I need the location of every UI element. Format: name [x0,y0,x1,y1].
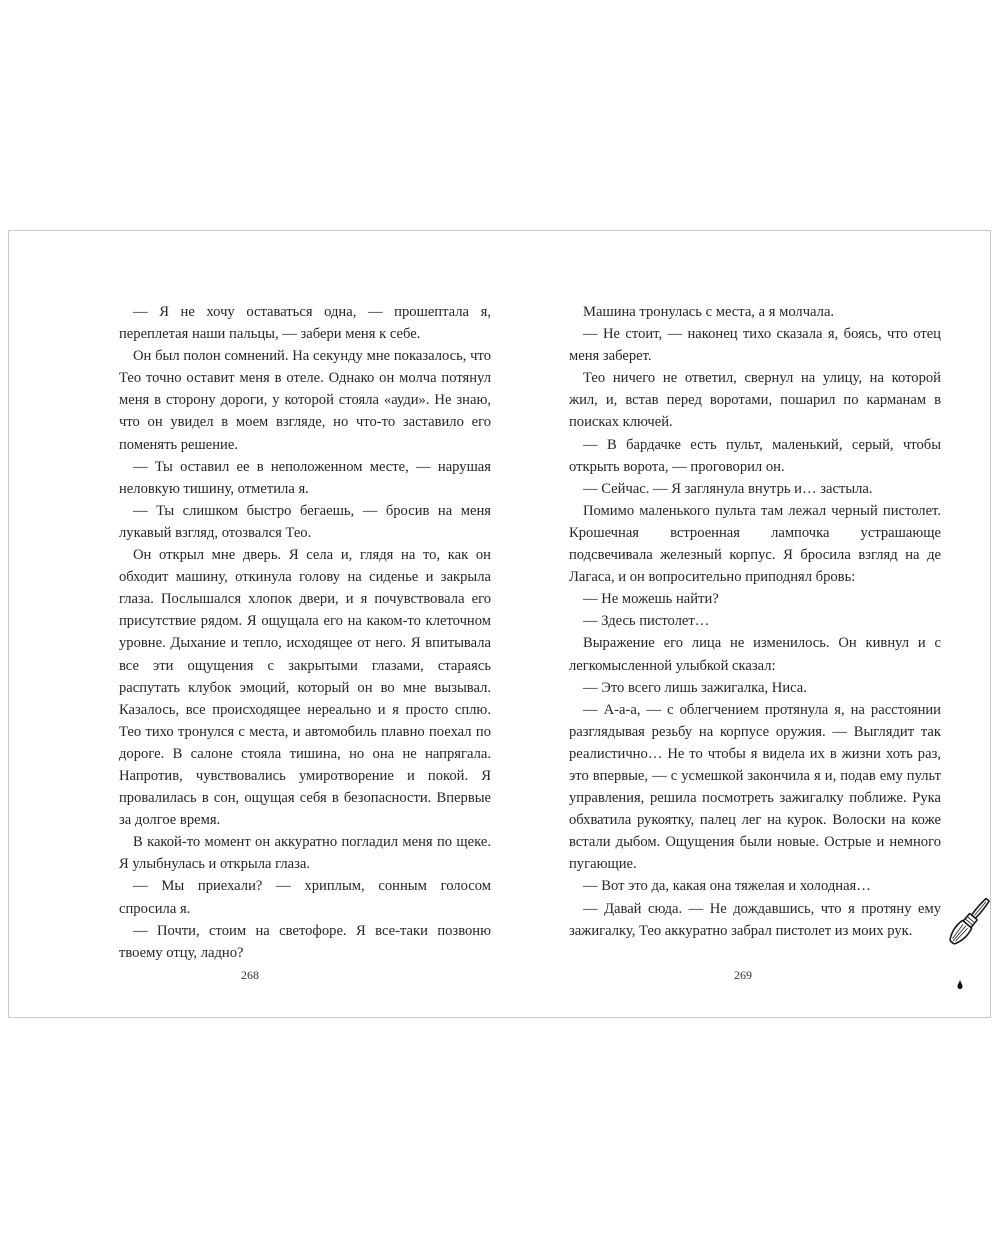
paragraph: Помимо маленького пульта там лежал черный пистолет. Крошечная встроенная лампочка устрашающе подсвечивала железный корпус. Я бросила взгляд на де Лагаса, и он вопросительно приподнял бровь: [569,502,941,586]
paragraph: — А-а-а, — с облегчением протянула я, на расстоянии разглядывая резьбу на корпусе оружия. — Выглядит так реалистично… Не то чтобы я видела их в жизни хоть раз, это впервые, — с усмешкой закончила я и, подав ему пульт управления, решила посмотреть зажигалку поближе. Рука обхватила рукоятку, палец лег на курок. Волоски на коже встали дыбом. Ощущения были новые. Острые и немного пугающие. [569,701,941,873]
paragraph: — Не можешь найти? [583,591,719,608]
paintbrush-icon [947,891,991,953]
paragraph: — Я не хочу оставаться одна, — прошептала я, переплетая наши пальцы, — забери меня к себе. [119,304,491,343]
paragraph: — Давай сюда. — Не дождавшись, что я протяну ему зажигалку, Тео аккуратно забрал пистолет из моих рук. [569,900,941,939]
left-page [119,301,491,964]
paragraph: — Не стоит, — наконец тихо сказала я, боясь, что отец меня заберет. [569,326,941,365]
page-number-left: 268 [241,968,259,982]
paragraph: — Здесь пистолет… [583,613,710,630]
paragraph: — Ты слишком быстро бегаешь, — бросив на меня лукавый взгляд, отозвался Тео. [119,502,491,541]
right-page [569,301,941,942]
paragraph: — Почти, стоим на светофоре. Я все-таки позвоню твоему отцу, ладно? [119,922,491,961]
paragraph: — Вот это да, какая она тяжелая и холодная… [583,878,871,895]
paragraph: В какой-то момент он аккуратно погладил меня по щеке. Я улыбнулась и открыла глаза. [119,834,491,873]
paragraph: Тео ничего не ответил, свернул на улицу, на которой жил, и, встав перед воротами, пошарил по карманам в поисках ключей. [569,370,941,431]
paragraph: — В бардачке есть пульт, маленький, серый, чтобы открыть ворота, — проговорил он. [569,436,941,475]
paragraph: Выражение его лица не изменилось. Он кивнул и с легкомысленной улыбкой сказал: [569,635,941,674]
paragraph: Он открыл мне дверь. Я села и, глядя на то, как он обходит машину, откинула голову на сиденье и закрыла глаза. Послышался хлопок двери, и я почувствовала его присутствие рядом. Я ощущала его на каком-то клеточном уровне. Дыхание и тепло, исходящее от него. Я впитывала все эти ощущения с закрытыми глазами, стараясь распутать клубок эмоций, который он во мне вызывал. Казалось, все происходящее нереально и я просто сплю. Тео тихо тронулся с места, и автомобиль плавно поехал по дороге. В салоне стояла тишина, но она не напрягала. Напротив, чувствовались умиротворение и покой. Я провалилась в сон, ощущая себя в безопасности. Впервые за долгое время. [119,547,491,829]
book-spread [8,230,991,1018]
paragraph: Он был полон сомнений. На секунду мне показалось, что Тео точно оставит меня в отеле. Однако он молча потянул меня в сторону дороги, у которой стояла «ауди». Не знаю, что он увидел в моем взгляде, но что-то заставило его поменять решение. [119,348,491,453]
paragraph: Машина тронулась с места, а я молчала. [583,304,835,320]
paragraph: — Это всего лишь зажигалка, Ниса. [583,679,807,696]
paragraph: — Сейчас. — Я заглянула внутрь и… застыла. [583,480,873,497]
paragraph: — Мы приехали? — хриплым, сонным голосом спросила я. [119,878,491,917]
paint-drop-icon [957,979,963,989]
page-number-right: 269 [734,968,752,982]
paragraph: — Ты оставил ее в неположенном месте, — нарушая неловкую тишину, отметила я. [119,458,491,497]
